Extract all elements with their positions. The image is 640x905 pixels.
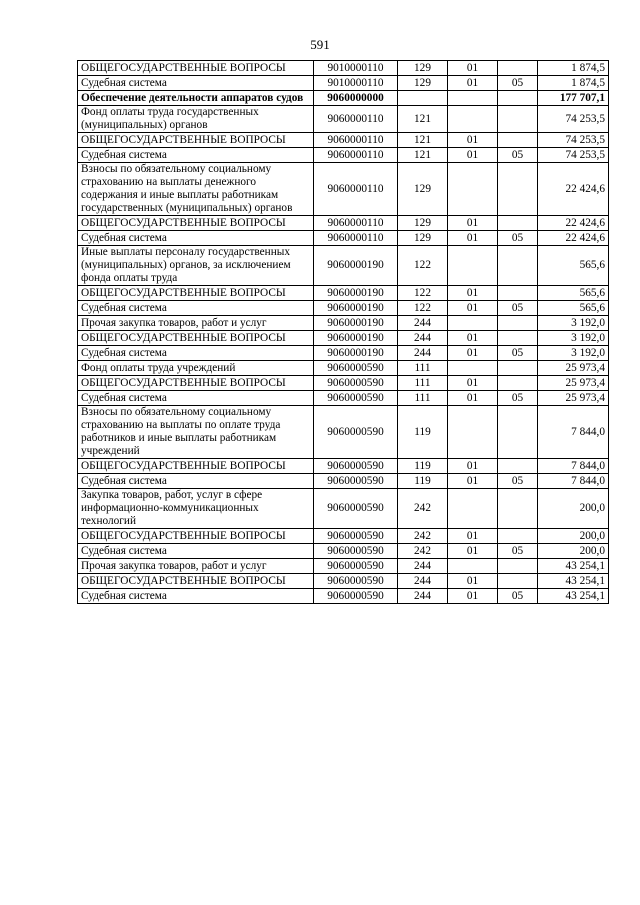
row-name-cell: Прочая закупка товаров, работ и услуг [78,316,314,331]
table-row [78,376,609,391]
row-target-code-cell: 9060000190 [314,346,398,361]
row-target-code-cell: 9060000590 [314,376,398,391]
row-name-cell: ОБЩЕГОСУДАРСТВЕННЫЕ ВОПРОСЫ [78,376,314,391]
row-subsection-cell [498,133,538,148]
table-row [78,406,609,459]
row-name-cell: Судебная система [78,589,314,604]
row-section-cell: 01 [448,459,498,474]
row-amount-cell: 200,0 [538,489,609,529]
row-section-cell [448,246,498,286]
row-name-cell: Фонд оплаты труда государственных (муниципальных) органов [78,106,314,133]
row-section-cell: 01 [448,133,498,148]
row-expense-type-cell [398,91,448,106]
row-name-cell: ОБЩЕГОСУДАРСТВЕННЫЕ ВОПРОСЫ [78,286,314,301]
row-target-code-cell: 9010000110 [314,61,398,76]
row-subsection-cell: 05 [498,544,538,559]
row-target-code-cell: 9060000190 [314,331,398,346]
row-name-cell: Прочая закупка товаров, работ и услуг [78,559,314,574]
table-row [78,316,609,331]
row-name-cell: Судебная система [78,391,314,406]
table-row [78,246,609,286]
row-section-cell [448,106,498,133]
row-expense-type-cell: 244 [398,589,448,604]
row-name-cell: ОБЩЕГОСУДАРСТВЕННЫЕ ВОПРОСЫ [78,574,314,589]
row-amount-cell: 25 973,4 [538,391,609,406]
row-name-cell: ОБЩЕГОСУДАРСТВЕННЫЕ ВОПРОСЫ [78,529,314,544]
row-target-code-cell: 9010000110 [314,76,398,91]
row-subsection-cell [498,331,538,346]
row-name-cell: Обеспечение деятельности аппаратов судов [78,91,314,106]
row-target-code-cell: 9060000590 [314,574,398,589]
row-amount-cell: 565,6 [538,246,609,286]
table-row [78,61,609,76]
row-name-cell: ОБЩЕГОСУДАРСТВЕННЫЕ ВОПРОСЫ [78,61,314,76]
table-row [78,216,609,231]
row-name-cell: Взносы по обязательному социальному страхованию на выплаты денежного содержания и иные выплаты работникам государственных (муниципальных) органов [78,163,314,216]
row-section-cell: 01 [448,346,498,361]
row-section-cell: 01 [448,391,498,406]
row-name-cell: ОБЩЕГОСУДАРСТВЕННЫЕ ВОПРОСЫ [78,331,314,346]
row-expense-type-cell: 244 [398,559,448,574]
row-expense-type-cell: 129 [398,76,448,91]
row-subsection-cell [498,559,538,574]
row-subsection-cell: 05 [498,231,538,246]
table-row [78,301,609,316]
row-expense-type-cell: 119 [398,459,448,474]
row-section-cell: 01 [448,301,498,316]
row-expense-type-cell: 129 [398,231,448,246]
row-target-code-cell: 9060000110 [314,148,398,163]
row-expense-type-cell: 244 [398,331,448,346]
table-row [78,163,609,216]
row-name-cell: Закупка товаров, работ, услуг в сфере информационно-коммуникационных технологий [78,489,314,529]
page-number: 591 [310,37,330,52]
row-target-code-cell: 9060000590 [314,559,398,574]
row-subsection-cell [498,286,538,301]
row-amount-cell: 3 192,0 [538,316,609,331]
row-name-cell: Судебная система [78,544,314,559]
table-row [78,346,609,361]
row-target-code-cell: 9060000590 [314,406,398,459]
row-section-cell [448,489,498,529]
row-amount-cell: 43 254,1 [538,589,609,604]
row-expense-type-cell: 111 [398,361,448,376]
row-section-cell: 01 [448,148,498,163]
row-subsection-cell [498,489,538,529]
row-name-cell: ОБЩЕГОСУДАРСТВЕННЫЕ ВОПРОСЫ [78,459,314,474]
row-amount-cell: 43 254,1 [538,559,609,574]
row-amount-cell: 7 844,0 [538,459,609,474]
row-target-code-cell: 9060000590 [314,459,398,474]
row-section-cell: 01 [448,376,498,391]
row-amount-cell: 565,6 [538,286,609,301]
row-expense-type-cell: 244 [398,574,448,589]
row-amount-cell: 1 874,5 [538,61,609,76]
row-target-code-cell: 9060000590 [314,391,398,406]
row-subsection-cell: 05 [498,589,538,604]
row-target-code-cell: 9060000110 [314,106,398,133]
row-target-code-cell: 9060000190 [314,286,398,301]
row-subsection-cell [498,406,538,459]
row-expense-type-cell: 122 [398,246,448,286]
table-row [78,231,609,246]
row-target-code-cell: 9060000590 [314,529,398,544]
row-section-cell: 01 [448,61,498,76]
budget-table-body [78,61,609,604]
row-amount-cell: 74 253,5 [538,133,609,148]
row-amount-cell: 22 424,6 [538,216,609,231]
row-section-cell: 01 [448,286,498,301]
row-subsection-cell [498,163,538,216]
row-section-cell: 01 [448,76,498,91]
row-name-cell: Судебная система [78,346,314,361]
row-expense-type-cell: 129 [398,163,448,216]
row-section-cell: 01 [448,574,498,589]
row-name-cell: Судебная система [78,231,314,246]
row-subsection-cell [498,91,538,106]
row-expense-type-cell: 119 [398,474,448,489]
row-expense-type-cell: 242 [398,529,448,544]
row-expense-type-cell: 111 [398,391,448,406]
table-row [78,361,609,376]
row-section-cell: 01 [448,589,498,604]
row-expense-type-cell: 122 [398,286,448,301]
row-expense-type-cell: 121 [398,106,448,133]
row-expense-type-cell: 242 [398,544,448,559]
row-name-cell: Судебная система [78,76,314,91]
row-subsection-cell [498,574,538,589]
row-target-code-cell: 9060000000 [314,91,398,106]
row-amount-cell: 43 254,1 [538,574,609,589]
row-target-code-cell: 9060000590 [314,474,398,489]
row-expense-type-cell: 121 [398,148,448,163]
row-expense-type-cell: 244 [398,316,448,331]
table-row [78,286,609,301]
row-subsection-cell [498,459,538,474]
row-target-code-cell: 9060000110 [314,216,398,231]
row-subsection-cell: 05 [498,346,538,361]
row-name-cell: Взносы по обязательному социальному страхованию на выплаты по оплате труда работников и иные выплаты работникам учреждений [78,406,314,459]
row-name-cell: ОБЩЕГОСУДАРСТВЕННЫЕ ВОПРОСЫ [78,216,314,231]
row-name-cell: Судебная система [78,148,314,163]
row-target-code-cell: 9060000110 [314,163,398,216]
table-row [78,76,609,91]
row-expense-type-cell: 129 [398,61,448,76]
row-subsection-cell [498,246,538,286]
row-amount-cell: 565,6 [538,301,609,316]
row-section-cell: 01 [448,529,498,544]
budget-table [77,60,609,604]
row-expense-type-cell: 111 [398,376,448,391]
table-row [78,474,609,489]
row-amount-cell: 25 973,4 [538,361,609,376]
row-amount-cell: 74 253,5 [538,148,609,163]
row-section-cell: 01 [448,474,498,489]
row-section-cell [448,91,498,106]
row-amount-cell: 177 707,1 [538,91,609,106]
row-expense-type-cell: 119 [398,406,448,459]
row-subsection-cell [498,106,538,133]
row-subsection-cell [498,216,538,231]
table-row [78,559,609,574]
row-target-code-cell: 9060000110 [314,231,398,246]
row-amount-cell: 1 874,5 [538,76,609,91]
row-amount-cell: 200,0 [538,529,609,544]
row-subsection-cell [498,316,538,331]
row-expense-type-cell: 244 [398,346,448,361]
table-row [78,91,609,106]
table-row [78,529,609,544]
table-row [78,148,609,163]
table-row [78,589,609,604]
row-amount-cell: 3 192,0 [538,346,609,361]
table-row [78,133,609,148]
row-section-cell [448,559,498,574]
row-subsection-cell [498,361,538,376]
row-target-code-cell: 9060000190 [314,246,398,286]
row-subsection-cell [498,376,538,391]
row-subsection-cell: 05 [498,474,538,489]
row-subsection-cell [498,61,538,76]
row-subsection-cell: 05 [498,148,538,163]
row-target-code-cell: 9060000590 [314,589,398,604]
table-row [78,391,609,406]
table-row [78,331,609,346]
row-section-cell: 01 [448,544,498,559]
row-target-code-cell: 9060000110 [314,133,398,148]
row-section-cell [448,361,498,376]
row-amount-cell: 7 844,0 [538,474,609,489]
row-expense-type-cell: 122 [398,301,448,316]
table-row [78,459,609,474]
table-row [78,544,609,559]
row-target-code-cell: 9060000590 [314,544,398,559]
row-name-cell: Судебная система [78,474,314,489]
table-row [78,106,609,133]
row-section-cell [448,316,498,331]
row-target-code-cell: 9060000190 [314,316,398,331]
row-amount-cell: 3 192,0 [538,331,609,346]
row-section-cell: 01 [448,231,498,246]
row-section-cell [448,163,498,216]
row-expense-type-cell: 121 [398,133,448,148]
row-subsection-cell: 05 [498,76,538,91]
row-section-cell: 01 [448,331,498,346]
row-amount-cell: 200,0 [538,544,609,559]
table-row [78,489,609,529]
row-subsection-cell: 05 [498,391,538,406]
row-amount-cell: 25 973,4 [538,376,609,391]
row-expense-type-cell: 129 [398,216,448,231]
row-subsection-cell [498,529,538,544]
row-target-code-cell: 9060000590 [314,489,398,529]
row-name-cell: Иные выплаты персоналу государственных (муниципальных) органов, за исключением фонда оплаты труда [78,246,314,286]
row-target-code-cell: 9060000590 [314,361,398,376]
row-amount-cell: 7 844,0 [538,406,609,459]
row-name-cell: ОБЩЕГОСУДАРСТВЕННЫЕ ВОПРОСЫ [78,133,314,148]
row-section-cell: 01 [448,216,498,231]
row-amount-cell: 22 424,6 [538,163,609,216]
row-expense-type-cell: 242 [398,489,448,529]
row-subsection-cell: 05 [498,301,538,316]
row-name-cell: Фонд оплаты труда учреждений [78,361,314,376]
row-amount-cell: 74 253,5 [538,106,609,133]
row-section-cell [448,406,498,459]
table-row [78,574,609,589]
row-amount-cell: 22 424,6 [538,231,609,246]
row-name-cell: Судебная система [78,301,314,316]
row-target-code-cell: 9060000190 [314,301,398,316]
